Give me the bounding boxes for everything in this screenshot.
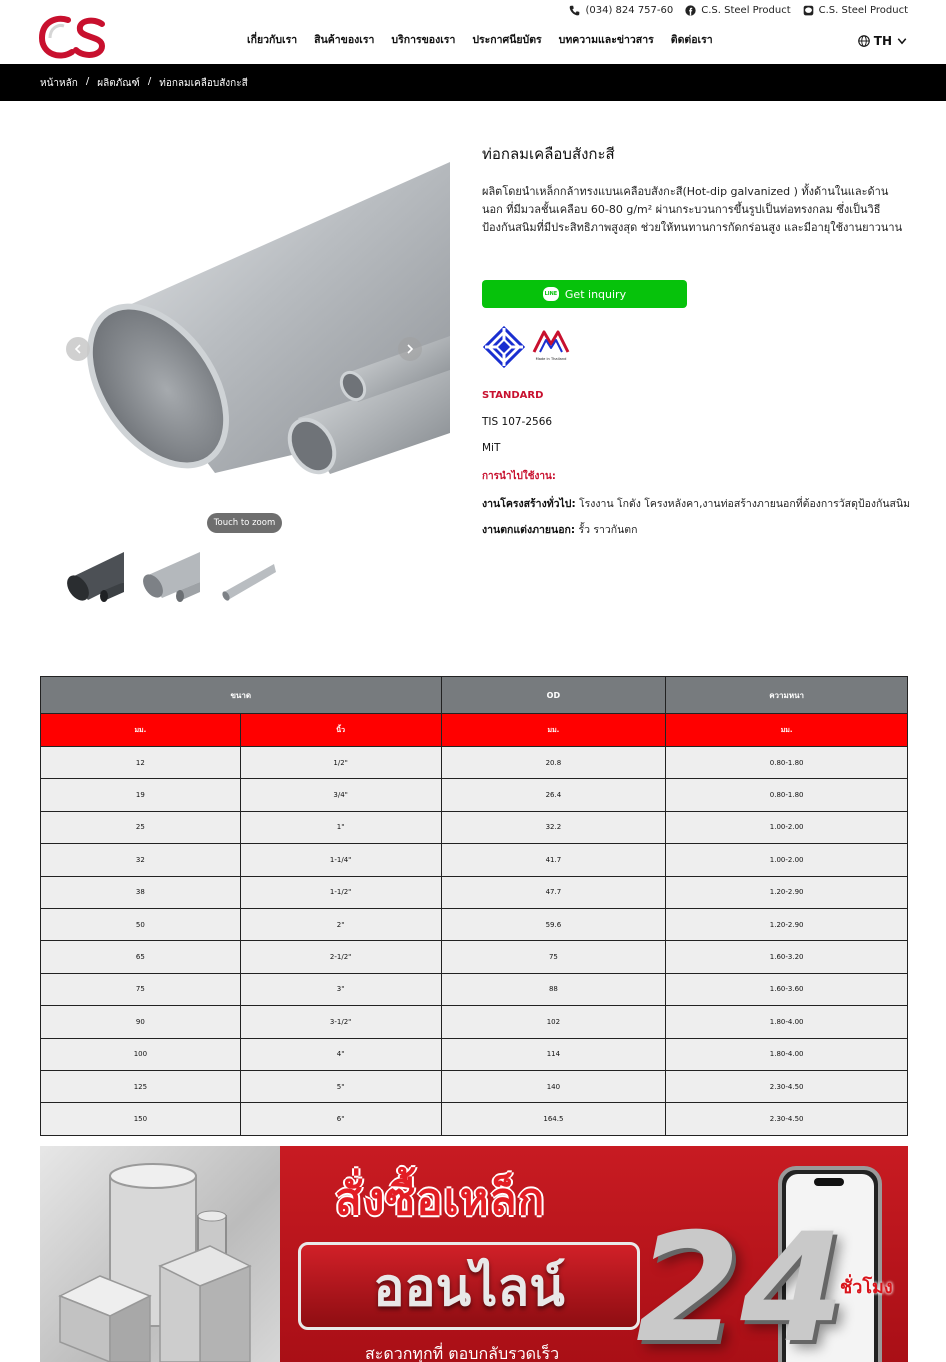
cs-logo[interactable] [38,12,110,60]
usage-structural-title: งานโครงสร้างทั่วไป: [482,498,576,510]
topbar-facebook[interactable] [685,5,790,16]
line-icon [803,5,814,16]
cell-od: 140 [441,1070,666,1102]
banner-hours: ชั่วโมง [840,1277,893,1298]
cell-thickness: 1.80-4.00 [666,1038,908,1070]
tis-standard-logo [483,326,525,368]
gallery-next-button[interactable] [398,337,422,361]
cell-size-mm: 25 [41,811,241,843]
facebook-icon [685,5,696,16]
mit-caption: Made in Thailand [535,357,567,361]
cell-size-inch: 2-1/2" [240,941,441,973]
table-row [41,876,908,908]
language-code: TH [873,34,892,48]
cell-thickness: 1.20-2.90 [666,876,908,908]
cell-size-mm: 75 [41,973,241,1005]
usage-label: การนำไปใช้งาน: [482,471,556,482]
cell-size-inch: 5" [240,1070,441,1102]
phone-notch [814,1178,844,1186]
chevron-down-icon [896,35,908,47]
unit-size-mm: มม. [41,714,241,747]
cell-size-inch: 1-1/4" [240,844,441,876]
cell-thickness: 1.60-3.60 [666,973,908,1005]
cell-size-inch: 1-1/2" [240,876,441,908]
cell-od: 20.8 [441,747,666,779]
cell-thickness: 2.30-4.50 [666,1103,908,1135]
cell-od: 26.4 [441,779,666,811]
breadcrumb-separator: / [85,76,90,87]
cell-thickness: 1.60-3.20 [666,941,908,973]
table-row [41,844,908,876]
table-row [41,1103,908,1135]
cell-od: 75 [441,941,666,973]
product-description: ผลิตโดยนำเหล็กกล้าทรงแบนเคลือบสังกะสี(Hot-dip galvanized ) ทั้งด้านในและด้านนอก ที่มีมวลชั้นเคลือบ 60-80 g/m² ผ่านกระบวนการขึ้นรูปเป็นท่อทรงกลม ซึ่งเป็นวิธีป้องกันสนิมที่มีประสิทธิภาพสูงสุด ช่วยให้ทนทานการกัดกร่อนสูง และมีอายุใช้งานยาวนาน [482,185,903,234]
line-chat-icon: LINE [543,287,559,301]
cell-thickness: 0.80-1.80 [666,747,908,779]
facebook-label: C.S. Steel Product [701,5,791,16]
header-thickness: ความหนา [666,677,908,714]
site-header [0,0,946,64]
globe-icon [858,35,870,47]
cell-thickness: 1.00-2.00 [666,844,908,876]
standard-mit: MiT [482,442,501,454]
table-row [41,973,908,1005]
standard-label: STANDARD [482,390,544,401]
thumbnail-black-pipe[interactable] [66,548,126,606]
table-row [41,908,908,940]
nav-item-about[interactable]: เกี่ยวกับเรา [247,34,298,46]
unit-od-mm: มม. [441,714,666,747]
usage-structural-text: โรงงาน โกดัง โครงหลังคา,งานท่อสร้างภายนอกที่ต้องการวัสดุป้องกันสนิม [575,498,911,510]
cell-size-mm: 50 [41,908,241,940]
table-row [41,941,908,973]
cell-size-inch: 6" [240,1103,441,1135]
cell-thickness: 2.30-4.50 [666,1070,908,1102]
made-in-thailand-logo [530,326,572,362]
usage-decoration-text: รั้ว ราวกันตก [575,524,638,536]
unit-thickness-mm: มม. [666,714,908,747]
standard-tis: TIS 107-2566 [482,416,553,428]
banner-online-box [298,1242,640,1330]
table-unit-header-row [41,714,908,747]
nav-item-services[interactable]: บริการของเรา [391,34,456,46]
table-row [41,1070,908,1102]
breadcrumb-bar [0,64,946,101]
table-row [41,779,908,811]
cell-size-inch: 3" [240,973,441,1005]
nav-item-articles[interactable]: บทความและข่าวสาร [558,34,654,46]
cell-od: 164.5 [441,1103,666,1135]
zoom-hint[interactable]: Touch to zoom [207,513,282,533]
table-row [41,1038,908,1070]
usage-structural [482,495,912,512]
breadcrumb-current: ท่อกลมเคลือบสังกะสี [159,78,248,89]
thumbnail-single-pipe[interactable] [218,548,278,606]
usage-decoration-title: งานตกแต่งภายนอก: [482,524,576,536]
cell-size-mm: 32 [41,844,241,876]
topbar [569,5,908,16]
breadcrumb-products[interactable]: ผลิตภัณฑ์ [97,78,140,89]
table-row [41,1006,908,1038]
main-nav [247,31,713,48]
topbar-phone[interactable] [569,5,673,16]
cell-size-mm: 19 [41,779,241,811]
get-inquiry-label: Get inquiry [564,287,627,301]
breadcrumb-home[interactable]: หน้าหลัก [40,78,78,89]
table-row [41,811,908,843]
topbar-line[interactable] [803,5,908,16]
banner-24-number: 24 [636,1202,845,1362]
cell-size-mm: 65 [41,941,241,973]
cell-size-mm: 100 [41,1038,241,1070]
cell-size-mm: 12 [41,747,241,779]
cell-thickness: 1.00-2.00 [666,811,908,843]
steel-products-illustration [40,1146,280,1362]
get-inquiry-button[interactable] [482,280,687,308]
breadcrumb [40,76,248,91]
product-title: ท่อกลมเคลือบสังกะสี [482,145,615,163]
cell-od: 88 [441,973,666,1005]
size-spec-table [40,676,908,1136]
cell-thickness: 0.80-1.80 [666,779,908,811]
cell-size-inch: 1" [240,811,441,843]
thumbnail-galvanized-pipe[interactable] [142,548,202,606]
table-body [41,747,908,1136]
cell-od: 59.6 [441,908,666,940]
cell-od: 102 [441,1006,666,1038]
chevron-left-icon [73,344,83,354]
banner-tagline: สะดวกทุกที่ ตอบกลับรวดเร็ว [365,1344,560,1362]
cell-size-inch: 3/4" [240,779,441,811]
cell-size-inch: 4" [240,1038,441,1070]
phone-icon [569,5,580,16]
header-od: OD [441,677,666,714]
cell-size-mm: 90 [41,1006,241,1038]
banner-online-text: ออนไลน์ [373,1257,565,1318]
cell-od: 41.7 [441,844,666,876]
cell-thickness: 1.80-4.00 [666,1006,908,1038]
cell-size-inch: 3-1/2" [240,1006,441,1038]
nav-item-contact[interactable]: ติดต่อเรา [670,34,713,46]
cell-size-inch: 1/2" [240,747,441,779]
banner-headline: สั่งซื้อเหล็ก [335,1174,546,1225]
cell-size-inch: 2" [240,908,441,940]
table-group-header-row [41,677,908,714]
cell-size-mm: 38 [41,876,241,908]
line-label: C.S. Steel Product [818,5,908,16]
cell-od: 114 [441,1038,666,1070]
promo-banner[interactable] [40,1146,908,1362]
cell-thickness: 1.20-2.90 [666,908,908,940]
table-row [41,747,908,779]
cell-od: 47.7 [441,876,666,908]
steel-products-image [40,1146,280,1362]
language-switcher[interactable] [858,34,908,48]
thumbnail-strip [66,548,278,606]
chevron-right-icon [405,344,415,354]
nav-item-products[interactable]: สินค้าของเรา [314,34,375,46]
breadcrumb-separator: / [147,76,152,87]
nav-item-certificates[interactable]: ประกาศนียบัตร [472,34,542,46]
phone-number: (034) 824 757-60 [585,5,674,16]
cell-size-mm: 150 [41,1103,241,1135]
product-main-image[interactable] [40,118,450,538]
unit-size-inch: นิ้ว [240,714,441,747]
usage-decoration [482,521,912,538]
header-size: ขนาด [41,677,442,714]
cell-od: 32.2 [441,811,666,843]
cell-size-mm: 125 [41,1070,241,1102]
gallery-prev-button[interactable] [66,337,90,361]
